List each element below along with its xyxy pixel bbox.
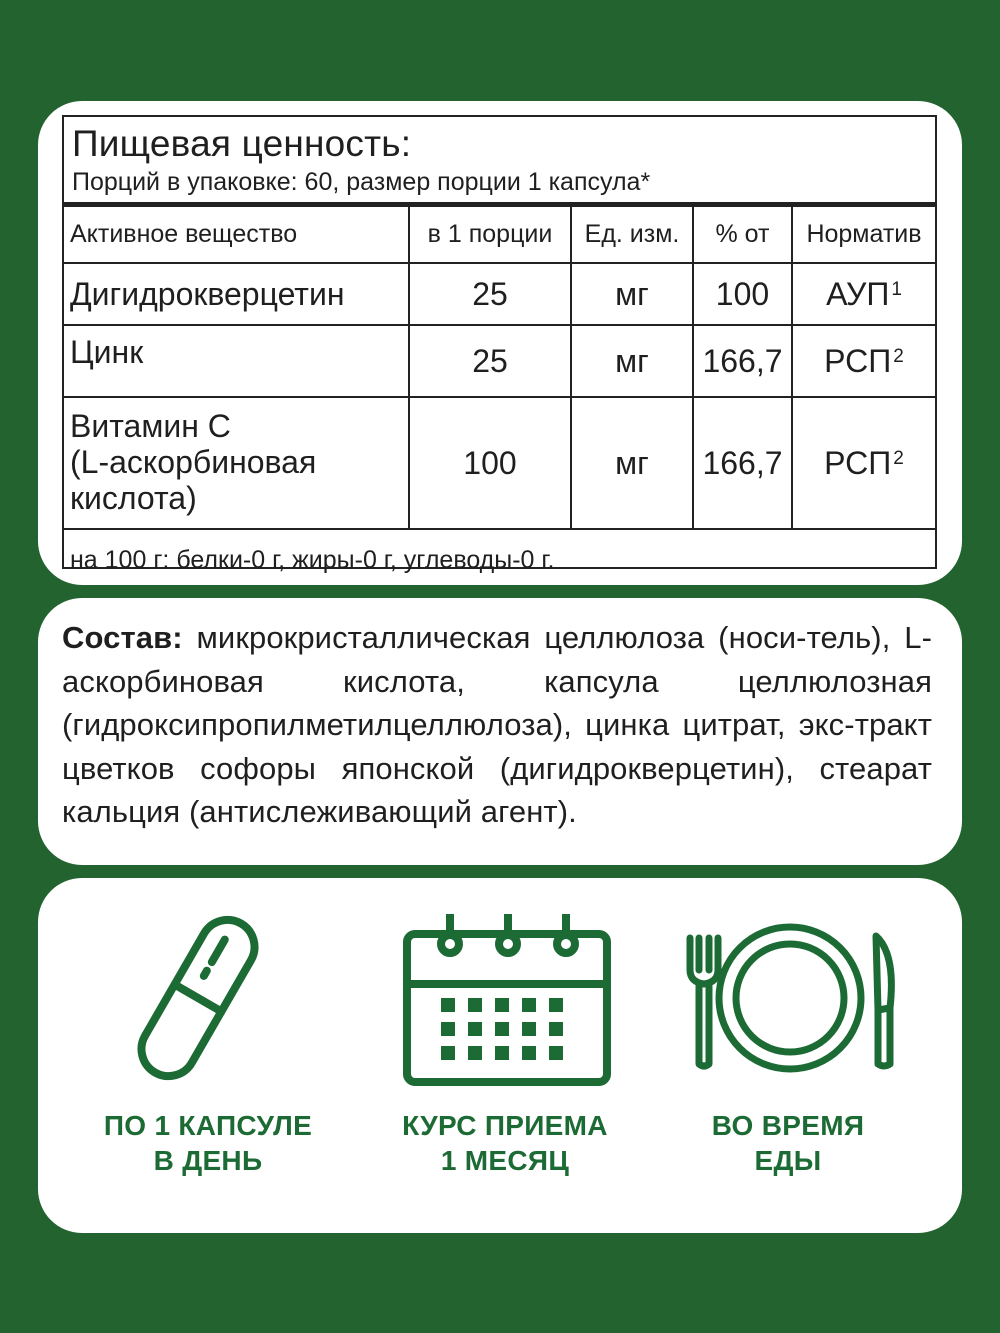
usage-line: ЕДЫ: [754, 1145, 822, 1176]
substance-name-line: кислота): [70, 480, 197, 516]
percent-cell: 100: [693, 263, 792, 325]
table-header-row: [64, 207, 935, 263]
percent-cell: 166,7: [693, 397, 792, 529]
usage-line: 1 МЕСЯЦ: [440, 1145, 570, 1176]
header-norm: Норматив: [792, 207, 935, 263]
servings-info: Порций в упаковке: 60, размер порции 1 капсула*: [72, 168, 651, 196]
nutrition-title: Пищевая ценность:: [72, 123, 412, 164]
nutrition-card: [38, 101, 962, 585]
composition-label: Состав:: [62, 620, 183, 655]
usage-line: ВО ВРЕМЯ: [711, 1110, 865, 1141]
substance-name-line: Витамин С: [70, 408, 231, 444]
usage-label-with-food: [638, 1108, 938, 1178]
amount-cell: 25: [409, 263, 571, 325]
table-row: [64, 263, 935, 325]
norm-label: РСП: [824, 342, 892, 379]
usage-line: В ДЕНЬ: [153, 1145, 263, 1176]
usage-item-dosage: [58, 878, 358, 1233]
unit-cell: мг: [571, 325, 693, 397]
substance-name-line: (L-аскорбиновая: [70, 444, 317, 480]
plate-fork-knife-icon: [638, 898, 938, 1098]
norm-cell: [792, 397, 935, 529]
percent-cell: 166,7: [693, 325, 792, 397]
header-unit: Ед. изм.: [571, 207, 693, 263]
capsule-icon: [58, 898, 358, 1098]
header-per-serving: в 1 порции: [409, 207, 571, 263]
norm-footnote-mark: 2: [893, 345, 904, 367]
usage-item-with-food: [638, 878, 938, 1233]
norm-label: АУП: [826, 275, 890, 312]
norm-label: РСП: [824, 444, 892, 481]
composition-card: [38, 598, 962, 865]
usage-label-course: [355, 1108, 655, 1178]
amount-cell: 100: [409, 397, 571, 529]
usage-item-course: [355, 878, 655, 1233]
substance-name-line: Цинк: [70, 334, 144, 370]
table-footer-row: [64, 529, 935, 590]
usage-line: ПО 1 КАПСУЛЕ: [103, 1110, 313, 1141]
table-row: [64, 397, 935, 529]
usage-line: КУРС ПРИЕМА: [402, 1110, 608, 1141]
header-percent: % от: [693, 207, 792, 263]
nutrition-table: [64, 207, 935, 590]
substance-name: [64, 397, 409, 529]
calendar-icon: [355, 898, 655, 1098]
substance-name: [64, 325, 409, 397]
norm-footnote-mark: 1: [891, 278, 902, 300]
norm-cell: [792, 263, 935, 325]
usage-label-dosage: [58, 1108, 358, 1178]
composition-ingredients: микрокристаллическая целлюлоза (носи-тель), L-аскорбиновая кислота, капсула целлюлозная (гидроксипропилметилцеллюлоза), цинка цитрат, экс-тракт цветков софоры японской (дигидрокверцетин), стеарат кальция (антислеживающий агент).: [62, 620, 933, 829]
unit-cell: мг: [571, 397, 693, 529]
nutrition-per-100g: на 100 г: белки-0 г, жиры-0 г, углеводы-0 г.: [70, 545, 555, 574]
substance-name: [64, 263, 409, 325]
table-row: [64, 325, 935, 397]
nutrition-facts-table: [62, 115, 937, 574]
amount-cell: 25: [409, 325, 571, 397]
usage-card: [38, 878, 962, 1233]
composition-text: [62, 616, 932, 834]
substance-name-line: Дигидрокверцетин: [70, 276, 345, 312]
unit-cell: мг: [571, 263, 693, 325]
header-active-substance: Активное вещество: [64, 207, 409, 263]
norm-cell: [792, 325, 935, 397]
norm-footnote-mark: 2: [893, 447, 904, 469]
